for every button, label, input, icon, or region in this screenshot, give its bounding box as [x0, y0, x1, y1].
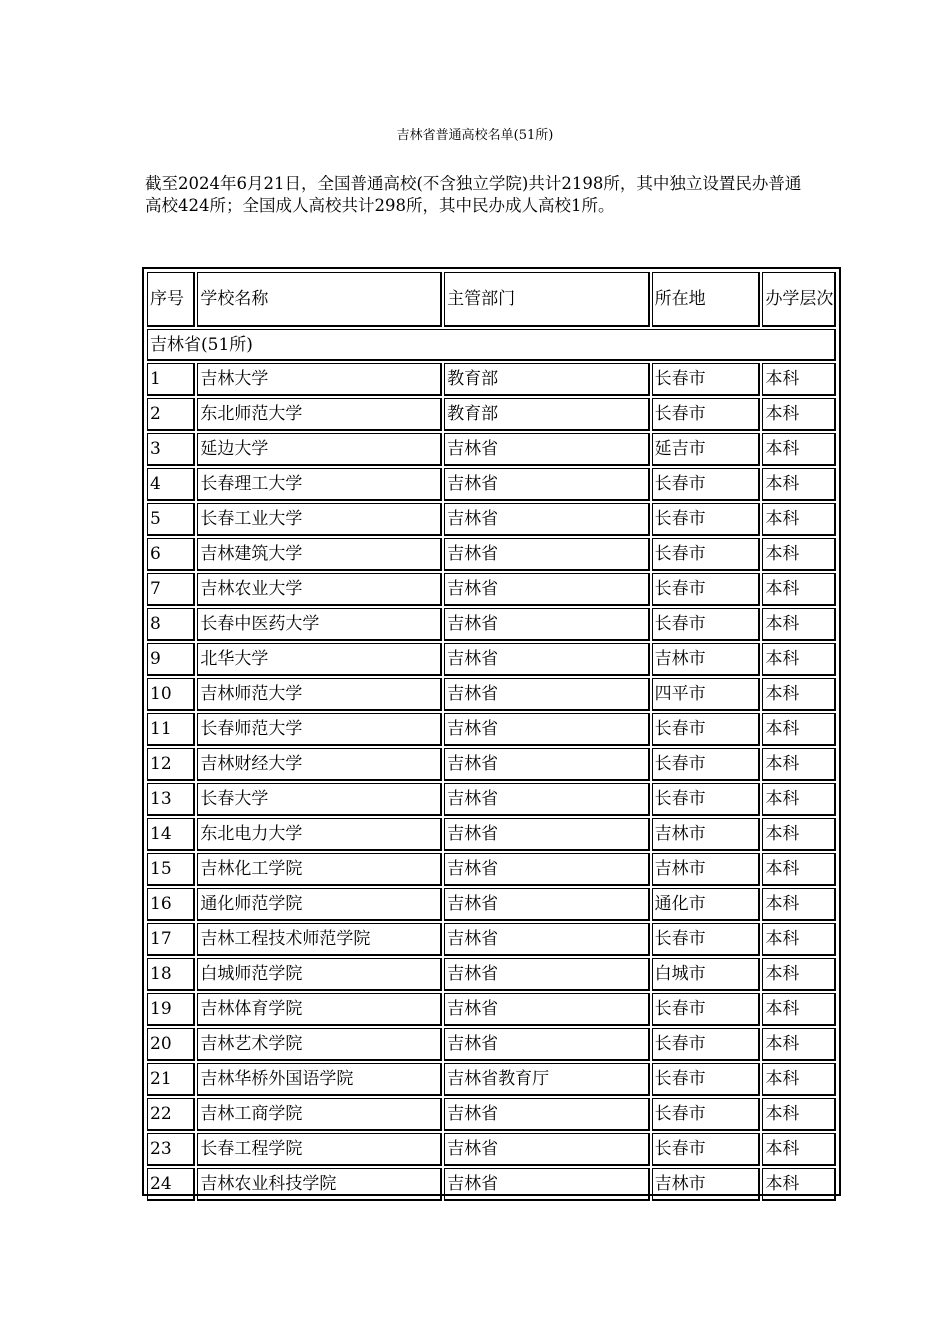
- level-cell: 本科: [762, 398, 836, 431]
- school-name-cell: 吉林华桥外国语学院: [197, 1063, 442, 1096]
- location-cell: 长春市: [652, 363, 761, 396]
- row-index-cell: 13: [147, 783, 195, 816]
- table-row: [147, 853, 836, 886]
- department-cell: 吉林省: [444, 923, 650, 956]
- level-cell: 本科: [762, 433, 836, 466]
- location-cell: 通化市: [652, 888, 761, 921]
- document-title: 吉林省普通高校名单(51所): [396, 128, 554, 143]
- location-cell: 长春市: [652, 1098, 761, 1131]
- row-index-cell: 2: [147, 398, 195, 431]
- level-cell: 本科: [762, 363, 836, 396]
- level-cell: 本科: [762, 748, 836, 781]
- school-name-cell: 吉林工程技术师范学院: [197, 923, 442, 956]
- table-row: [147, 713, 836, 746]
- table-row: [147, 433, 836, 466]
- department-cell: 吉林省: [444, 433, 650, 466]
- table-row: [147, 503, 836, 536]
- university-table: [145, 270, 838, 1203]
- location-cell: 延吉市: [652, 433, 761, 466]
- table-row: [147, 818, 836, 851]
- row-index-cell: 18: [147, 958, 195, 991]
- row-index-cell: 9: [147, 643, 195, 676]
- row-index-cell: 14: [147, 818, 195, 851]
- row-index-cell: 24: [147, 1168, 195, 1201]
- level-cell: 本科: [762, 643, 836, 676]
- department-cell: 吉林省: [444, 468, 650, 501]
- department-cell: 教育部: [444, 398, 650, 431]
- row-index-cell: 16: [147, 888, 195, 921]
- location-cell: 白城市: [652, 958, 761, 991]
- university-table-frame: [142, 267, 841, 1196]
- header-school-name: 学校名称: [197, 272, 442, 327]
- row-index-cell: 7: [147, 573, 195, 606]
- department-cell: 吉林省: [444, 678, 650, 711]
- level-cell: 本科: [762, 1133, 836, 1166]
- table-row: [147, 573, 836, 606]
- row-index-cell: 10: [147, 678, 195, 711]
- header-department: 主管部门: [444, 272, 650, 327]
- header-location: 所在地: [652, 272, 761, 327]
- department-cell: 吉林省: [444, 853, 650, 886]
- table-row: [147, 678, 836, 711]
- table-row: [147, 363, 836, 396]
- department-cell: 吉林省: [444, 958, 650, 991]
- school-name-cell: 长春大学: [197, 783, 442, 816]
- level-cell: 本科: [762, 573, 836, 606]
- row-index-cell: 6: [147, 538, 195, 571]
- location-cell: 长春市: [652, 713, 761, 746]
- table-row: [147, 538, 836, 571]
- location-cell: 长春市: [652, 1133, 761, 1166]
- table-row: [147, 1168, 836, 1201]
- table-row: [147, 1098, 836, 1131]
- row-index-cell: 12: [147, 748, 195, 781]
- table-row: [147, 783, 836, 816]
- row-index-cell: 5: [147, 503, 195, 536]
- table-row: [147, 1028, 836, 1061]
- header-index: 序号: [147, 272, 195, 327]
- location-cell: 吉林市: [652, 818, 761, 851]
- table-row: [147, 643, 836, 676]
- school-name-cell: 吉林体育学院: [197, 993, 442, 1026]
- department-cell: 教育部: [444, 363, 650, 396]
- table-header-row: [147, 272, 836, 327]
- level-cell: 本科: [762, 783, 836, 816]
- level-cell: 本科: [762, 923, 836, 956]
- school-name-cell: 通化师范学院: [197, 888, 442, 921]
- school-name-cell: 延边大学: [197, 433, 442, 466]
- table-row: [147, 398, 836, 431]
- school-name-cell: 吉林艺术学院: [197, 1028, 442, 1061]
- school-name-cell: 北华大学: [197, 643, 442, 676]
- location-cell: 四平市: [652, 678, 761, 711]
- department-cell: 吉林省: [444, 713, 650, 746]
- location-cell: 长春市: [652, 748, 761, 781]
- level-cell: 本科: [762, 958, 836, 991]
- department-cell: 吉林省: [444, 1133, 650, 1166]
- level-cell: 本科: [762, 888, 836, 921]
- school-name-cell: 吉林大学: [197, 363, 442, 396]
- row-index-cell: 23: [147, 1133, 195, 1166]
- table-row: [147, 608, 836, 641]
- row-index-cell: 22: [147, 1098, 195, 1131]
- table-row: [147, 958, 836, 991]
- location-cell: 长春市: [652, 993, 761, 1026]
- table-group-row: [147, 329, 836, 361]
- department-cell: 吉林省: [444, 993, 650, 1026]
- location-cell: 长春市: [652, 398, 761, 431]
- department-cell: 吉林省: [444, 888, 650, 921]
- level-cell: 本科: [762, 993, 836, 1026]
- row-index-cell: 3: [147, 433, 195, 466]
- department-cell: 吉林省: [444, 538, 650, 571]
- school-name-cell: 吉林师范大学: [197, 678, 442, 711]
- table-row: [147, 748, 836, 781]
- level-cell: 本科: [762, 1028, 836, 1061]
- row-index-cell: 1: [147, 363, 195, 396]
- department-cell: 吉林省: [444, 573, 650, 606]
- level-cell: 本科: [762, 713, 836, 746]
- location-cell: 长春市: [652, 1063, 761, 1096]
- row-index-cell: 20: [147, 1028, 195, 1061]
- school-name-cell: 吉林工商学院: [197, 1098, 442, 1131]
- location-cell: 长春市: [652, 1028, 761, 1061]
- school-name-cell: 长春工业大学: [197, 503, 442, 536]
- location-cell: 长春市: [652, 503, 761, 536]
- location-cell: 长春市: [652, 573, 761, 606]
- department-cell: 吉林省: [444, 1028, 650, 1061]
- level-cell: 本科: [762, 1063, 836, 1096]
- level-cell: 本科: [762, 678, 836, 711]
- school-name-cell: 长春工程学院: [197, 1133, 442, 1166]
- department-cell: 吉林省: [444, 748, 650, 781]
- intro-paragraph: 截至2024年6月21日，全国普通高校(不含独立学院)共计2198所，其中独立设置民办普通高校424所；全国成人高校共计298所，其中民办成人高校1所。: [145, 174, 802, 215]
- level-cell: 本科: [762, 1168, 836, 1201]
- row-index-cell: 17: [147, 923, 195, 956]
- level-cell: 本科: [762, 853, 836, 886]
- school-name-cell: 吉林化工学院: [197, 853, 442, 886]
- level-cell: 本科: [762, 503, 836, 536]
- department-cell: 吉林省: [444, 643, 650, 676]
- department-cell: 吉林省: [444, 608, 650, 641]
- level-cell: 本科: [762, 468, 836, 501]
- department-cell: 吉林省: [444, 818, 650, 851]
- location-cell: 长春市: [652, 923, 761, 956]
- school-name-cell: 吉林农业科技学院: [197, 1168, 442, 1201]
- location-cell: 长春市: [652, 608, 761, 641]
- row-index-cell: 21: [147, 1063, 195, 1096]
- level-cell: 本科: [762, 1098, 836, 1131]
- location-cell: 吉林市: [652, 853, 761, 886]
- school-name-cell: 长春师范大学: [197, 713, 442, 746]
- department-cell: 吉林省: [444, 1168, 650, 1201]
- school-name-cell: 长春理工大学: [197, 468, 442, 501]
- location-cell: 长春市: [652, 538, 761, 571]
- row-index-cell: 4: [147, 468, 195, 501]
- department-cell: 吉林省教育厅: [444, 1063, 650, 1096]
- group-label: 吉林省(51所): [147, 329, 836, 361]
- table-row: [147, 993, 836, 1026]
- header-level: 办学层次: [762, 272, 836, 327]
- location-cell: 长春市: [652, 783, 761, 816]
- department-cell: 吉林省: [444, 1098, 650, 1131]
- table-row: [147, 888, 836, 921]
- department-cell: 吉林省: [444, 503, 650, 536]
- level-cell: 本科: [762, 608, 836, 641]
- school-name-cell: 吉林财经大学: [197, 748, 442, 781]
- table-row: [147, 1133, 836, 1166]
- table-row: [147, 923, 836, 956]
- school-name-cell: 长春中医药大学: [197, 608, 442, 641]
- location-cell: 吉林市: [652, 1168, 761, 1201]
- location-cell: 吉林市: [652, 643, 761, 676]
- table-row: [147, 1063, 836, 1096]
- level-cell: 本科: [762, 538, 836, 571]
- table-row: [147, 468, 836, 501]
- row-index-cell: 15: [147, 853, 195, 886]
- school-name-cell: 东北电力大学: [197, 818, 442, 851]
- row-index-cell: 11: [147, 713, 195, 746]
- school-name-cell: 吉林农业大学: [197, 573, 442, 606]
- location-cell: 长春市: [652, 468, 761, 501]
- row-index-cell: 19: [147, 993, 195, 1026]
- department-cell: 吉林省: [444, 783, 650, 816]
- school-name-cell: 东北师范大学: [197, 398, 442, 431]
- row-index-cell: 8: [147, 608, 195, 641]
- school-name-cell: 吉林建筑大学: [197, 538, 442, 571]
- level-cell: 本科: [762, 818, 836, 851]
- school-name-cell: 白城师范学院: [197, 958, 442, 991]
